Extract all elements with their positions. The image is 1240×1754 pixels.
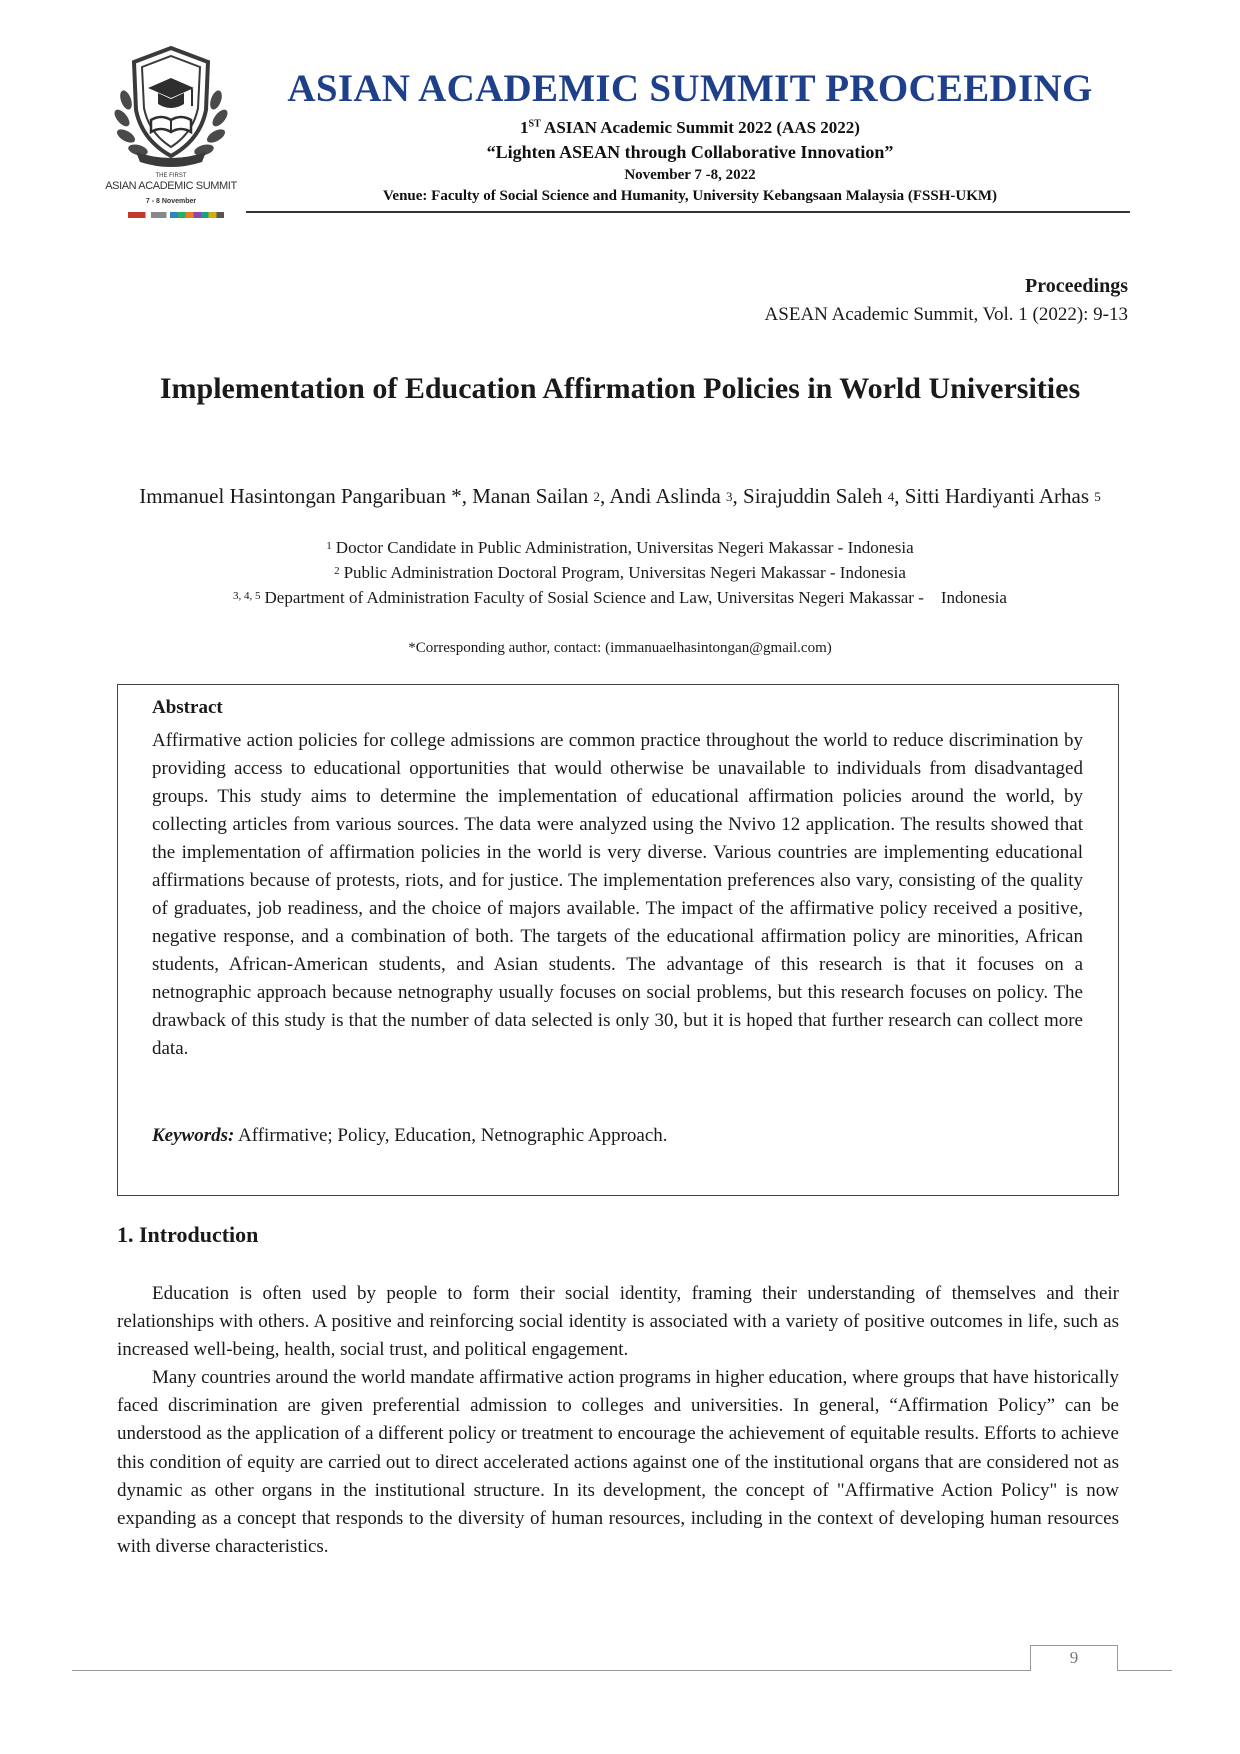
- affiliation: [130, 563, 1110, 583]
- summit-logo: [96, 40, 246, 220]
- summit-ordinal: 1: [520, 118, 529, 137]
- affiliation-mark: 3, 4, 5: [233, 590, 261, 602]
- summit-name: ASIAN Academic Summit 2022 (AAS 2022): [540, 118, 860, 137]
- author-name: Immanuel Hasintongan Pangaribuan: [139, 484, 446, 508]
- proceedings-citation: ASEAN Academic Summit, Vol. 1 (2022): 9-13: [764, 304, 1128, 325]
- summit-date: November 7 -8, 2022: [624, 167, 756, 183]
- proceedings-label: Proceedings: [1025, 275, 1128, 297]
- logo-caption-top: THE FIRST: [155, 173, 187, 179]
- author-mark: 3: [726, 489, 733, 504]
- body-paragraph: Education is often used by people to form their social identity, framing their understanding of themselves and their relationships with others. A positive and reinforcing social identity is associated with a variety of positive outcomes in life, such as increased well-being, health, social trust, and political engagement.: [117, 1283, 1119, 1361]
- summit-theme: “Lighten ASEAN through Collaborative Innovation”: [486, 142, 894, 162]
- keywords-label: Keywords:: [152, 1125, 235, 1146]
- logo-caption-date: 7 - 8 November: [145, 198, 197, 205]
- logo-caption-main: ASIAN ACADEMIC SUMMIT: [105, 180, 237, 192]
- affiliation: [130, 538, 1110, 558]
- author-name: Sirajuddin Saleh: [743, 484, 883, 508]
- affiliation-mark: 2: [334, 565, 340, 577]
- abstract-text: Affirmative action policies for college admissions are common practice throughout the world to reduce discrimination by providing access to educational opportunities that would otherwise be unavailable to individuals from disadvantaged groups. This study aims to determine the implementation of educational affirmation policies around the world, by collecting articles from various sources. The data were analyzed using the Nvivo 12 application. The results showed that the implementation of affirmation policies in the world is very diverse. Various countries are implementing educational affirmations because of protests, riots, and for justice. The implementation preferences also vary, consisting of the quality of graduates, job readiness, and the choice of majors available. The impact of the affirmative policy received a positive, negative response, and a combination of both. The targets of the educational affirmation policy are minorities, African students, African-American students, and Asian students. The advantage of this research is that it focuses on a netnographic approach because netnography usually focuses on social problems, but this research focuses on policy. The drawback of this study is that the number of data selected is only 30, but it is hoped that further research can collect more data.: [152, 730, 1083, 1059]
- summit-ordinal-suffix: ST: [528, 118, 541, 130]
- body-paragraph: Many countries around the world mandate affirmative action programs in higher education, where groups that have historically faced discrimination are given preferential admission to colleges and universities. In general, “Affirmation Policy” can be understood as the application of a different policy or treatment to encourage the achievement of equitable results. Efforts to achieve this condition of equity are carried out to direct accelerated actions against one of the institutional organs that are considered not as dynamic as other organs in the institutional structure. In its development, the concept of "Affirmative Action Policy" is now expanding as a concept that responds to the diversity of human resources, including in the context of developing human resources with diverse characteristics.: [117, 1367, 1119, 1558]
- author-name: Andi Aslinda: [609, 484, 721, 508]
- affiliation-text: Doctor Candidate in Public Administration, Universitas Negeri Makassar - Indonesia: [335, 538, 914, 557]
- section-heading-introduction: 1. Introduction: [117, 1222, 259, 1247]
- author-mark: 4: [887, 489, 895, 504]
- page-number: 9: [1030, 1645, 1118, 1671]
- author-name: Manan Sailan: [472, 484, 589, 508]
- author-mark: *: [451, 484, 462, 508]
- header-divider: [246, 211, 1130, 213]
- journal-title: ASIAN ACADEMIC SUMMIT PROCEEDING: [287, 67, 1093, 110]
- affiliation-text: Department of Administration Faculty of Sosial Science and Law, Universitas Negeri Makassar - Indonesia: [264, 588, 1007, 607]
- footer-divider: [72, 1670, 1172, 1671]
- paper-title: Implementation of Education Affirmation Policies in World Universities: [159, 372, 1081, 405]
- author-list: Immanuel Hasintongan Pangaribuan *, Manan Sailan 2, Andi Aslinda 3, Sirajuddin Saleh 4, Sitti Hardiyanti Arhas 5: [139, 484, 1101, 508]
- corresponding-author: *Corresponding author, contact: (immanuaelhasintongan@gmail.com): [408, 640, 832, 656]
- graduation-cap-shield-emblem-icon: [96, 40, 246, 170]
- author-name: Sitti Hardiyanti Arhas: [904, 484, 1090, 508]
- affiliation: [130, 588, 1110, 608]
- author-mark: 2: [593, 489, 601, 504]
- affiliation-mark: 1: [326, 540, 332, 552]
- summit-venue: Venue: Faculty of Social Science and Humanity, University Kebangsaan Malaysia (FSSH-UKM): [382, 188, 998, 204]
- abstract-heading: Abstract: [152, 697, 223, 718]
- logo-sponsor-strip: [128, 212, 224, 218]
- author-mark: 5: [1094, 489, 1101, 504]
- keywords: [152, 1125, 1083, 1147]
- keywords-list: Affirmative; Policy, Education, Netnographic Approach.: [234, 1125, 668, 1146]
- affiliation-text: Public Administration Doctoral Program, Universitas Negeri Makassar - Indonesia: [343, 563, 906, 582]
- summit-line: [270, 118, 1110, 138]
